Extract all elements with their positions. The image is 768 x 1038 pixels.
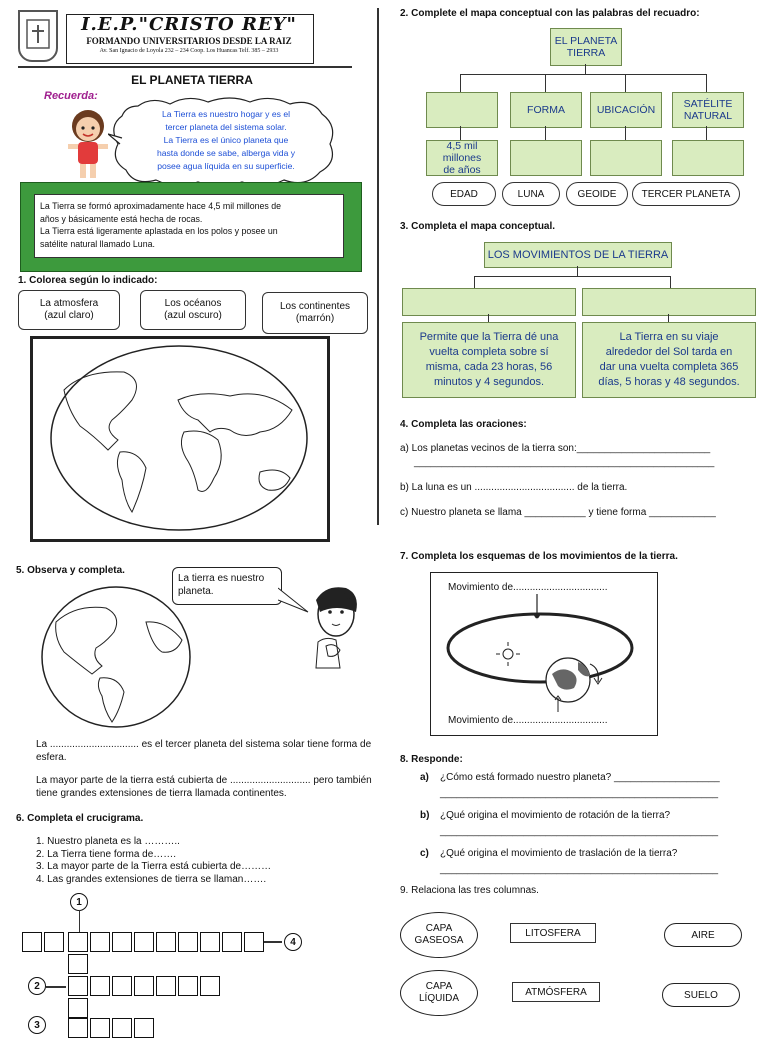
bubble-line: tercer planeta del sistema solar. (165, 122, 287, 132)
color-box-label: Los océanos (164, 298, 222, 309)
school-motto: FORMANDO UNIVERSITARIOS DESDE LA RAIZ (86, 36, 292, 46)
col1-label: CAPA (425, 923, 453, 934)
map-blank-box[interactable] (672, 140, 744, 176)
globe-illustration (36, 582, 196, 732)
translation-line: dar una vuelta completa 365 (599, 361, 739, 373)
map-box-ubicacion: UBICACIÓN (590, 92, 662, 128)
crossword-clues (36, 836, 271, 886)
word-edad: EDAD (432, 182, 496, 206)
speech-text: La tierra es nuestro planeta. (178, 573, 265, 597)
info-text (40, 200, 340, 250)
map-box-forma: FORMA (510, 92, 582, 128)
crossword-cell[interactable] (68, 1018, 88, 1038)
crossword-cell[interactable] (244, 932, 264, 952)
question-1: 1. Colorea según lo indicado: (18, 275, 158, 286)
col2-litosfera[interactable]: LITOSFERA (510, 923, 596, 943)
arrow-2 (46, 986, 66, 988)
color-box-color: (azul claro) (44, 310, 94, 321)
crossword-number-4: 4 (284, 933, 302, 951)
mov-connector (474, 276, 475, 288)
translation-line: La Tierra en su viaje (619, 331, 719, 343)
sentence-c[interactable]: c) Nuestro planeta se llama ___________ y tiene forma ____________ (400, 507, 716, 518)
map-root (550, 28, 622, 66)
col3-suelo[interactable]: SUELO (662, 983, 740, 1007)
translation-line: alrededor del Sol tarda en (605, 346, 733, 358)
map-connector (460, 74, 461, 92)
q8-letter-c: c) (420, 848, 429, 859)
school-address: Av. San Ignacio de Loyola 232 – 234 Coop. Los Huancas Telf. 385 – 2933 (99, 48, 279, 54)
word-luna: LUNA (502, 182, 560, 206)
col3-aire[interactable]: AIRE (664, 923, 742, 947)
crossword-cell[interactable] (112, 1018, 132, 1038)
bubble-line: posee agua líquida en su superficie. (157, 161, 295, 171)
movements-title: LOS MOVIMIENTOS DE LA TIERRA (484, 242, 672, 268)
map-connector (625, 74, 626, 92)
word-geoide: GEOIDE (566, 182, 628, 206)
orbit-diagram (440, 592, 650, 712)
color-box-atmosfera (18, 290, 120, 330)
crossword-cell[interactable] (200, 976, 220, 996)
movement-label-bottom[interactable]: Movimiento de.................................. (448, 715, 608, 726)
col1-label: LÍQUIDA (418, 993, 459, 1004)
sentence-a-line[interactable]: ______________________________________________________ (414, 457, 715, 468)
question-9: 9. Relaciona las tres columnas. (400, 885, 539, 896)
info-line: satélite natural llamado Luna. (40, 238, 155, 249)
q8-answer-line-a[interactable]: __________________________________________________ (440, 788, 719, 799)
page-title: EL PLANETA TIERRA (131, 73, 253, 87)
crossword-cell[interactable] (90, 1018, 110, 1038)
arrow-4 (264, 941, 282, 943)
fill-sentence-1[interactable]: La ................................ es el tercer planeta del sistema solar tiene forma de esfera. (36, 739, 372, 763)
crossword-cell[interactable] (134, 932, 154, 952)
school-logo (18, 10, 58, 62)
crossword-number-2: 2 (28, 977, 46, 995)
q8-letter-b: b) (420, 810, 430, 821)
crossword-cell[interactable] (200, 932, 220, 952)
recuerda-label: Recuerda: (44, 90, 98, 102)
crossword-number-1: 1 (70, 893, 88, 911)
translation-description (582, 322, 756, 398)
crossword-cell[interactable] (134, 976, 154, 996)
question-4: 4. Completa las oraciones: (400, 419, 527, 430)
map-box-edad-answer (426, 140, 498, 176)
school-name: I.E.P."CRISTO REY" (81, 14, 297, 35)
q8-answer-line-b[interactable]: __________________________________________________ (440, 826, 719, 837)
color-box-oceanos (140, 290, 246, 330)
word-tercer-planeta: TERCER PLANETA (632, 182, 740, 206)
color-box-continentes (262, 292, 368, 334)
mov-connector (668, 314, 669, 322)
mov-connector (474, 276, 670, 277)
crossword-cell[interactable] (112, 976, 132, 996)
bubble-line: hasta donde se sabe, alberga vida y (156, 148, 296, 158)
movement-name-blank[interactable] (402, 288, 576, 316)
crossword-cell[interactable] (68, 976, 88, 996)
question-3: 3. Completa el mapa conceptual. (400, 221, 556, 232)
map-connector (585, 64, 586, 74)
col1-label: CAPA (425, 981, 453, 992)
crossword-cell[interactable] (134, 1018, 154, 1038)
crossword-cell[interactable] (156, 976, 176, 996)
col2-atmosfera[interactable]: ATMÓSFERA (512, 982, 600, 1002)
map-box-satelite: SATÉLITE NATURAL (672, 92, 744, 128)
crossword-cell[interactable] (178, 932, 198, 952)
color-box-label: La atmosfera (39, 298, 99, 309)
col1-capa-gaseosa[interactable] (400, 912, 478, 958)
question-8: 8. Responde: (400, 754, 463, 765)
crossword-cell[interactable] (22, 932, 42, 952)
sentence-b[interactable]: b) La luna es un .................................... de la tierra. (400, 482, 628, 493)
movement-name-blank[interactable] (582, 288, 756, 316)
crossword-cell[interactable] (178, 976, 198, 996)
bubble-text (136, 108, 316, 173)
clue: 3. La mayor parte de la Tierra está cubierta de……… (36, 861, 272, 872)
sentence-a[interactable]: a) Los planetas vecinos de la tierra son:________________________ (400, 443, 711, 454)
map-root-label: TIERRA (566, 47, 606, 59)
crossword-cell[interactable] (90, 976, 110, 996)
map-blank-box[interactable] (590, 140, 662, 176)
crossword-cell[interactable] (112, 932, 132, 952)
crossword-cell[interactable] (156, 932, 176, 952)
color-box-color: (azul oscuro) (164, 310, 222, 321)
question-2: 2. Complete el mapa conceptual con las palabras del recuadro: (400, 8, 700, 19)
q8-question-a[interactable]: ¿Cómo está formado nuestro planeta? ___________________ (440, 772, 720, 783)
mov-connector (577, 266, 578, 276)
crossword-cell[interactable] (44, 932, 64, 952)
q8-answer-line-c[interactable]: __________________________________________________ (440, 864, 719, 875)
map-connector (706, 126, 707, 140)
column-divider (377, 8, 379, 525)
clue: 2. La Tierra tiene forma de……. (36, 848, 177, 860)
fill-sentence-2[interactable]: La mayor parte de la tierra está cubierta de ............................. pero también tiene grandes extensiones de tierra llamada continentes. (36, 775, 372, 799)
info-line: La Tierra está ligeramente aplastada en los polos y posee un (40, 226, 278, 236)
crossword-cell[interactable] (68, 932, 88, 952)
info-line: La Tierra se formó aproximadamente hace 4,5 mil millones de (40, 201, 282, 211)
map-blank-box[interactable] (510, 140, 582, 176)
map-answer-label: de años (443, 164, 481, 177)
color-box-color: (marrón) (295, 313, 335, 324)
arrow-1 (79, 910, 80, 932)
crossword-cell[interactable] (222, 932, 242, 952)
col1-label: GASEOSA (414, 935, 464, 946)
mov-connector (488, 314, 489, 322)
map-connector (706, 74, 707, 92)
map-box-blank[interactable] (426, 92, 498, 128)
q8-question-b: ¿Qué origina el movimiento de rotación de la tierra? (440, 810, 671, 821)
clue: 1. Nuestro planeta es la ……….. (36, 836, 180, 847)
crossword-number-3: 3 (28, 1016, 46, 1034)
col1-capa-liquida[interactable] (400, 970, 478, 1016)
rotation-description (402, 322, 576, 398)
translation-line: días, 5 horas y 48 segundos. (598, 376, 740, 388)
info-line: años y básicamente está hecha de rocas. (40, 213, 203, 224)
rotation-line: minutos y 4 segundos. (433, 376, 545, 388)
question-6: 6. Completa el crucigrama. (16, 813, 144, 824)
map-connector (545, 126, 546, 140)
boy-illustration (306, 580, 366, 670)
map-connector (625, 126, 626, 140)
map-root-label: EL PLANETA (554, 34, 618, 47)
header-divider (18, 66, 352, 68)
question-5: 5. Observa y completa. (16, 565, 125, 576)
q8-question-c: ¿Qué origina el movimiento de traslación de la tierra? (440, 848, 678, 859)
rotation-line: misma, cada 23 horas, 56 (425, 361, 553, 373)
mov-connector (670, 276, 671, 288)
map-connector (460, 74, 706, 75)
clue: 4. Las grandes extensiones de tierra se llaman……. (36, 873, 267, 885)
map-connector (460, 126, 461, 140)
crossword-cell[interactable] (90, 932, 110, 952)
map-connector (545, 74, 546, 92)
bubble-line: La Tierra es nuestro hogar y es el (161, 109, 291, 119)
rotation-line: Permite que la Tierra dé una (419, 331, 559, 343)
crossword-cell[interactable] (68, 998, 88, 1018)
crossword-cell[interactable] (68, 954, 88, 974)
rotation-line: vuelta completa sobre sí (429, 346, 549, 358)
color-box-label: Los continentes (279, 301, 351, 312)
question-7: 7. Completa los esquemas de los movimientos de la tierra. (400, 551, 678, 562)
world-map (34, 340, 324, 536)
q8-letter-a: a) (420, 772, 429, 783)
bubble-line: La Tierra es el único planeta que (163, 135, 289, 145)
map-answer-label: 4,5 mil millones (442, 139, 482, 164)
movement-label-top[interactable]: Movimiento de.................................. (448, 582, 608, 593)
